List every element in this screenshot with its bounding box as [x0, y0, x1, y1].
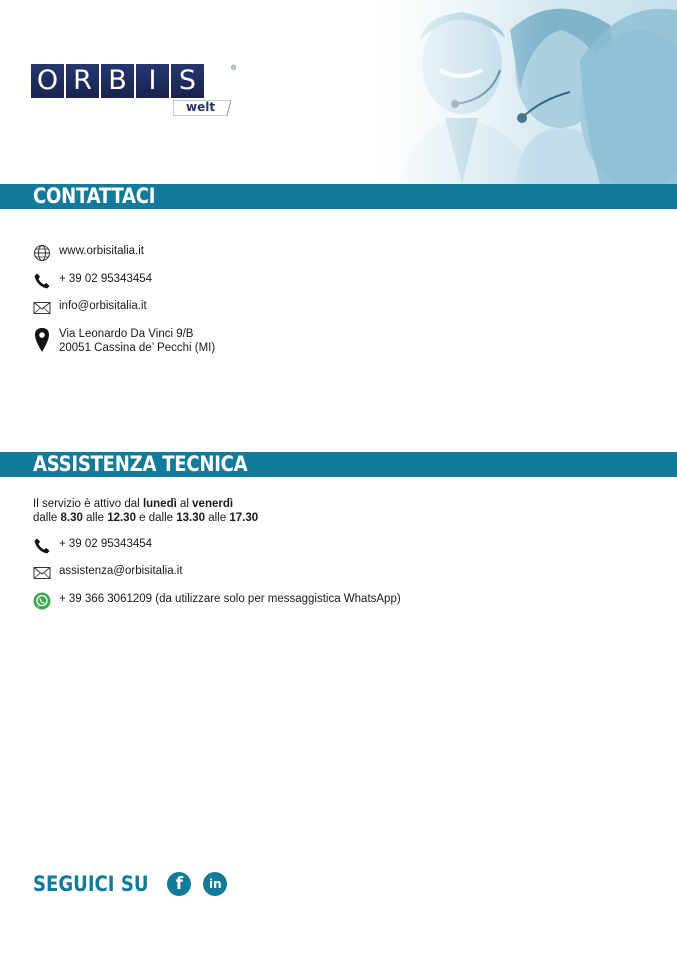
contact-phone[interactable]: [33, 272, 152, 290]
logo-letter: I: [136, 64, 169, 98]
registered-mark: ®: [231, 65, 237, 72]
hours-prefix: Il servizio è attivo dal: [33, 498, 143, 510]
support-band: [0, 452, 677, 477]
whatsapp-icon: [33, 592, 51, 610]
linkedin-icon[interactable]: in: [203, 872, 227, 896]
logo-letters: [31, 64, 206, 98]
day-to: venerdì: [192, 498, 234, 510]
logo-letter: B: [101, 64, 134, 98]
mail-icon: [33, 299, 51, 317]
hour-value: 12.30: [107, 512, 136, 524]
address-line-1: Via Leonardo Da Vinci 9/B: [59, 328, 194, 340]
address-line-2: 20051 Cassina de’ Pecchi (MI): [59, 342, 216, 354]
contacts-title: CONTATTACI: [33, 184, 156, 208]
mail-icon: [33, 564, 51, 582]
contacts-band: [0, 184, 677, 209]
support-email-link[interactable]: assistenza@orbisitalia.it: [59, 565, 183, 577]
map-pin-icon: [33, 327, 51, 353]
support-title: ASSISTENZA TECNICA: [33, 452, 248, 476]
website-link[interactable]: www.orbisitalia.it: [59, 245, 144, 257]
orbis-logo[interactable]: [31, 64, 237, 114]
contact-address: [33, 327, 215, 355]
support-email[interactable]: [33, 564, 183, 582]
phone-icon: [33, 272, 51, 290]
support-whatsapp[interactable]: [33, 592, 401, 610]
hour-value: 13.30: [176, 512, 206, 524]
support-hours: [33, 511, 258, 526]
support-phone[interactable]: [33, 537, 152, 555]
support-phone-number[interactable]: + 39 02 95343454: [59, 538, 153, 550]
hours-text: e dalle: [135, 512, 177, 524]
phone-icon: [33, 537, 51, 555]
email-link[interactable]: info@orbisitalia.it: [59, 300, 147, 312]
logo-letter: O: [31, 64, 64, 98]
globe-icon: [33, 244, 51, 262]
follow-label: SEGUICI SU: [33, 872, 149, 896]
logo-letter: S: [171, 64, 204, 98]
hours-text: alle: [82, 512, 108, 524]
contact-website[interactable]: [33, 244, 144, 262]
logo-letter: R: [66, 64, 99, 98]
hour-value: 17.30: [229, 512, 259, 524]
day-from: lunedì: [142, 498, 177, 510]
address-block: [59, 327, 215, 355]
logo-sub-text: welt: [186, 100, 216, 114]
hours-mid: al: [176, 498, 193, 510]
facebook-icon[interactable]: f: [167, 872, 191, 896]
phone-number[interactable]: + 39 02 95343454: [59, 273, 153, 285]
hour-value: 8.30: [60, 512, 83, 524]
hours-text: dalle: [33, 512, 61, 524]
whatsapp-number[interactable]: + 39 366 3061209 (da utilizzare solo per messaggistica WhatsApp): [59, 593, 401, 605]
contact-email[interactable]: [33, 299, 147, 317]
follow-us: [33, 872, 227, 896]
hero-header: [0, 0, 677, 184]
support-days: [33, 497, 233, 512]
hours-text: alle: [205, 512, 230, 524]
